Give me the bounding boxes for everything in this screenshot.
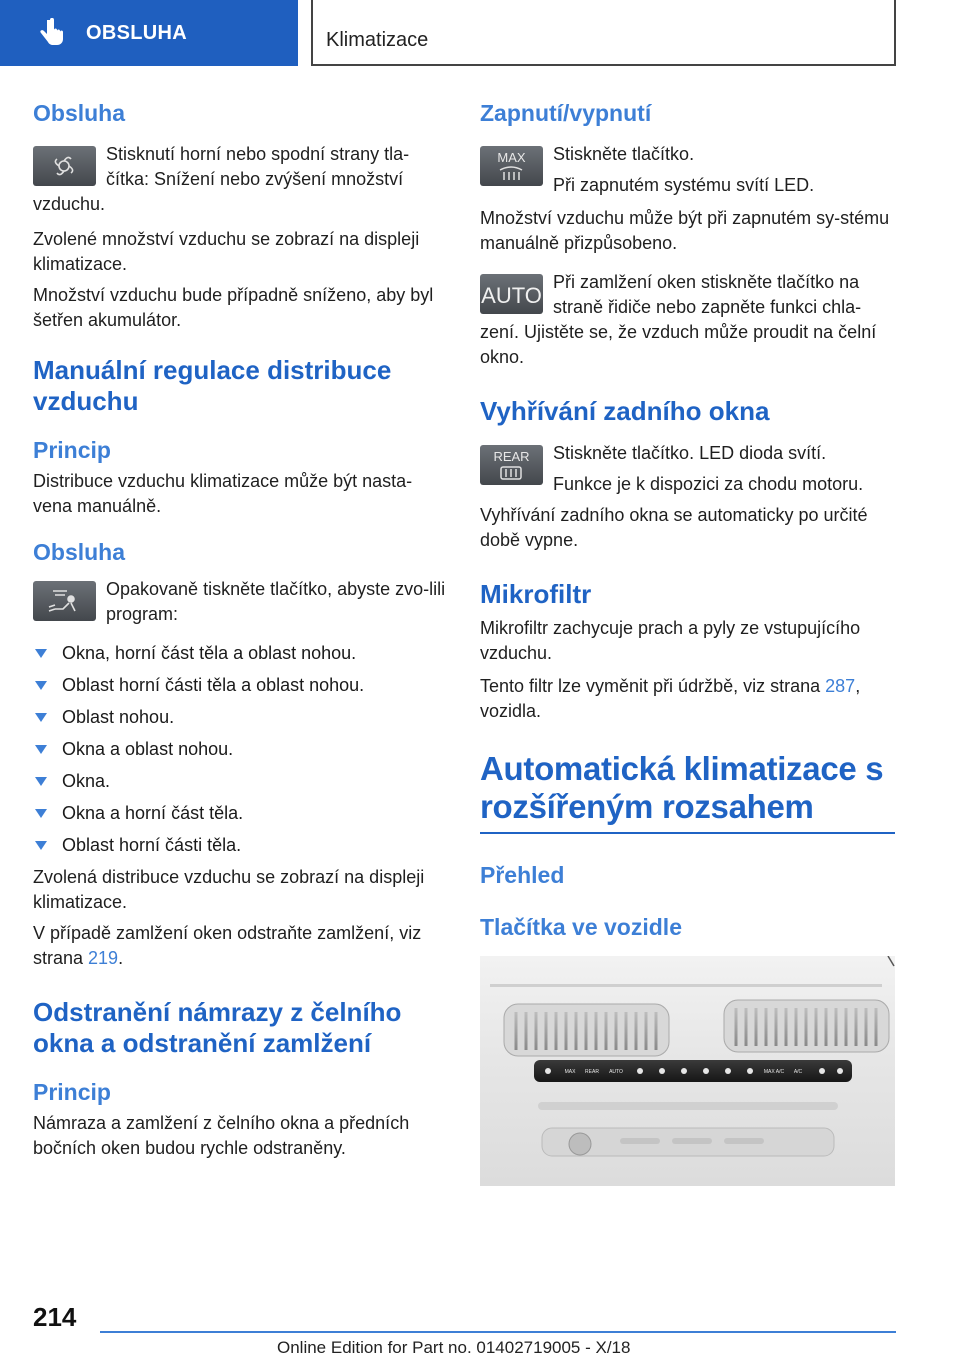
- obsluha-text-1: Stisknutí horní nebo spodní strany tla-čítka: Snížení nebo zvýšení množství vzduchu.: [33, 144, 410, 214]
- list-item: Okna a horní část těla.: [33, 801, 447, 826]
- on-off-text-3: Množství vzduchu může být při zapnutém sy-stému manuálně přizpůsobeno.: [480, 208, 890, 253]
- rear-text-2: Funkce je k dispozici za chodu motoru.: [553, 474, 864, 494]
- defrost-text-1: Námraza a zamlžení z čelního okna a předních bočních oken budou rychle odstraněny.: [33, 1113, 410, 1158]
- distribution-text-2: V případě zamlžení oken odstraňte zamlžení, viz strana 219.: [33, 923, 422, 968]
- page-link-219[interactable]: 219: [88, 948, 119, 968]
- list-item: Oblast nohou.: [33, 705, 447, 730]
- left-column: [33, 98, 447, 1161]
- chapter-tab[interactable]: [0, 0, 298, 66]
- section-title: Klimatizace: [326, 29, 429, 51]
- heading-princip-1: Princip: [33, 437, 111, 463]
- heading-obsluha-2: Obsluha: [33, 539, 126, 565]
- triangle-bullet-icon: [35, 649, 47, 658]
- list-item: Oblast horní části těla a oblast nohou.: [33, 673, 447, 698]
- distribution-program-list: [33, 641, 447, 858]
- on-off-text-1: Stiskněte tlačítko.: [553, 144, 695, 164]
- svg-text:MAX: MAX: [564, 1069, 576, 1075]
- chapter-tab-label: OBSLUHA: [86, 21, 187, 44]
- page-number: 214: [33, 1302, 77, 1332]
- max-defrost-button-icon: MAX: [480, 146, 543, 186]
- rear-defrost-button-icon: REAR: [480, 445, 543, 485]
- air-distribution-button-icon: [33, 581, 96, 621]
- heading-rule: [480, 832, 895, 834]
- heading-buttons-in-vehicle: Tlačítka ve vozidle: [480, 914, 682, 940]
- triangle-bullet-icon: [35, 681, 47, 690]
- svg-text:A/C: A/C: [793, 1069, 803, 1075]
- rear-text-3: Vyhřívání zadního okna se automaticky po určité době vypne.: [480, 505, 868, 550]
- microfilter-text-2: Tento filtr lze vyměnit při údržbě, viz strana 287, vozidla.: [480, 676, 861, 721]
- climate-control-panel-photo: [480, 956, 895, 1186]
- svg-text:AUTO: AUTO: [609, 1069, 623, 1075]
- triangle-bullet-icon: [35, 809, 47, 818]
- obsluha-text-3: Množství vzduchu bude případně sníženo, aby byl šetřen akumulátor.: [33, 285, 434, 330]
- distribution-text-1: Zvolená distribuce vzduchu se zobrazí na displeji klimatizace.: [33, 867, 425, 912]
- rear-text-1: Stiskněte tlačítko. LED dioda svítí.: [553, 443, 827, 463]
- list-item: Oblast horní části těla.: [33, 833, 447, 858]
- svg-text:REAR: REAR: [585, 1069, 599, 1075]
- list-item: Okna.: [33, 769, 447, 794]
- on-off-text-2: Při zapnutém systému svítí LED.: [553, 175, 815, 195]
- triangle-bullet-icon: [35, 713, 47, 722]
- heading-obsluha: Obsluha: [33, 100, 126, 126]
- obsluha-text-4: Opakovaně tiskněte tlačítko, abyste zvo-lili program:: [106, 579, 446, 624]
- list-item: Okna a oblast nohou.: [33, 737, 447, 762]
- hand-pointer-icon: [38, 18, 64, 48]
- right-column: [480, 98, 895, 1186]
- heading-manual-distribution: Manuální regulace distribuce vzduchu: [33, 355, 392, 416]
- auto-button-icon: AUTO: [480, 274, 543, 314]
- section-header: [311, 0, 896, 66]
- triangle-bullet-icon: [35, 841, 47, 850]
- list-item: Okna, horní část těla a oblast nohou.: [33, 641, 447, 666]
- heading-microfilter: Mikrofiltr: [480, 579, 592, 609]
- heading-princip-2: Princip: [33, 1079, 111, 1105]
- heading-rear-window-heating: Vyhřívání zadního okna: [480, 396, 770, 426]
- princip-text-1: Distribuce vzduchu klimatizace může být nasta-vena manuálně.: [33, 471, 413, 516]
- heading-on-off: Zapnutí/vypnutí: [480, 100, 652, 126]
- obsluha-text-2: Zvolené množství vzduchu se zobrazí na displeji klimatizace.: [33, 229, 420, 274]
- heading-defrost: Odstranění námrazy z čelního okna a odstranění zamlžení: [33, 997, 402, 1058]
- microfilter-text-1: Mikrofiltr zachycuje prach a pyly ze vstupujícího vzduchu.: [480, 618, 861, 663]
- footer-rule: [100, 1331, 896, 1333]
- air-quantity-button-icon: [33, 146, 96, 186]
- triangle-bullet-icon: [35, 777, 47, 786]
- triangle-bullet-icon: [35, 745, 47, 754]
- footer-edition: Online Edition for Part no. 01402719005 - X/18: [277, 1338, 631, 1357]
- page-link-287[interactable]: 287: [825, 676, 856, 696]
- on-off-text-4: Při zamlžení oken stiskněte tlačítko na straně řidiče nebo zapněte funkci chla-zení. Ujistěte se, že vzduch může proudit na čelní okno.: [480, 272, 877, 367]
- heading-auto-climate: Automatická klimatizace s rozšířeným rozsahem: [480, 750, 884, 825]
- svg-text:MAX A/C: MAX A/C: [763, 1069, 785, 1075]
- heading-overview: Přehled: [480, 862, 565, 888]
